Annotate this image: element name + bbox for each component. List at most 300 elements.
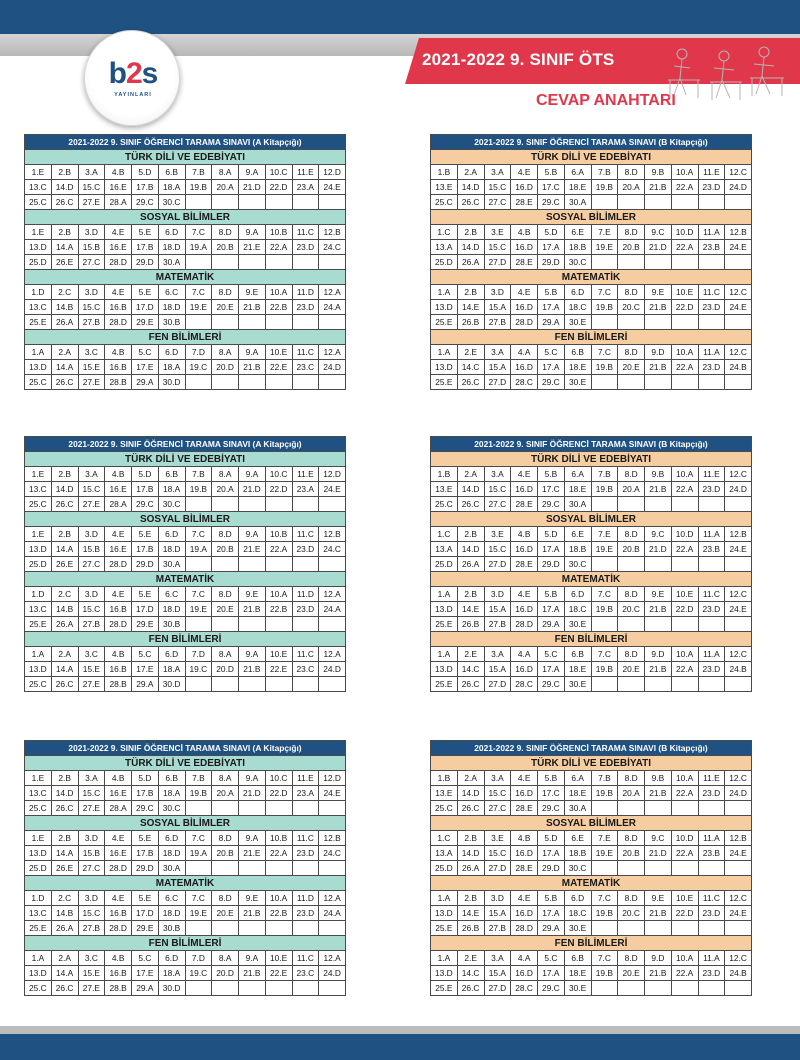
answer-cell: 4.B [511,225,538,240]
answer-cell: 14.B [51,602,78,617]
answer-row [431,677,752,692]
section-header: SOSYAL BİLİMLER [25,512,346,527]
answer-cell: 4.B [511,831,538,846]
answer-cell: 19.A [185,542,212,557]
answer-row [25,557,346,572]
answer-row [25,951,346,966]
answer-cell: 17.C [538,180,565,195]
answer-cell: 7.E [591,225,618,240]
answer-cell: 26.A [457,255,484,270]
answer-cell: 8.A [212,165,239,180]
answer-cell: 19.C [185,966,212,981]
answer-cell: 13.D [431,602,458,617]
answer-cell: 27.B [484,617,511,632]
footer-blue-band [0,1034,800,1060]
answer-cell: 23.A [292,180,319,195]
answer-cell: 3.D [78,527,105,542]
answer-cell: 28.E [511,195,538,210]
answer-cell: 24.A [319,906,346,921]
answer-cell: 25.E [431,677,458,692]
answer-row [431,662,752,677]
answer-cell: 14.D [457,482,484,497]
answer-cell: 5.D [538,225,565,240]
answer-cell: 27.C [78,557,105,572]
answer-cell: 21.B [645,966,672,981]
answer-cell: 25.D [431,557,458,572]
answer-cell: 6.D [158,527,185,542]
answer-cell: 29.C [132,801,159,816]
answer-cell: 5.D [132,165,159,180]
answer-cell: 24.D [319,360,346,375]
answer-cell: 19.B [185,482,212,497]
answer-cell: 19.E [185,602,212,617]
answer-cell: 16.D [511,360,538,375]
answer-cell: 25.E [431,617,458,632]
section-header: MATEMATİK [25,572,346,587]
answer-cell [239,677,266,692]
answer-cell: 25.C [431,195,458,210]
answer-cell: 4.B [105,345,132,360]
answer-cell: 21.D [239,786,266,801]
answer-cell [212,557,239,572]
answer-cell: 4.B [105,165,132,180]
answer-cell: 19.E [591,846,618,861]
answer-cell: 8.D [618,527,645,542]
answer-cell [185,315,212,330]
answer-cell: 23.D [292,300,319,315]
section-header: FEN BİLİMLERİ [431,330,752,345]
section-header: TÜRK DİLİ VE EDEBİYATI [25,150,346,165]
answer-cell: 20.E [618,662,645,677]
answer-cell: 11.A [698,831,725,846]
answer-cell: 16.B [105,360,132,375]
answer-cell: 19.B [185,180,212,195]
answer-cell [618,315,645,330]
answer-cell: 1.C [431,831,458,846]
answer-cell: 9.A [239,467,266,482]
answer-cell [698,557,725,572]
answer-cell: 2.E [457,951,484,966]
answer-cell: 14.C [457,966,484,981]
answer-cell: 8.D [618,165,645,180]
answer-cell: 22.E [265,662,292,677]
answer-cell: 18.A [158,966,185,981]
answer-cell: 28.C [511,677,538,692]
answer-cell [212,497,239,512]
answer-cell [698,315,725,330]
answer-cell: 26.A [51,617,78,632]
answer-cell: 27.D [484,981,511,996]
answer-cell: 17.A [538,602,565,617]
answer-cell: 20.B [212,240,239,255]
answer-cell: 11.C [292,831,319,846]
answer-cell: 24.A [319,602,346,617]
section-header: MATEMATİK [431,876,752,891]
answer-key-table [24,436,346,692]
answer-cell: 21.D [645,846,672,861]
answer-cell: 10.B [265,225,292,240]
answer-cell: 21.B [645,906,672,921]
answer-row [431,375,752,390]
answer-cell: 9.E [645,891,672,906]
answer-cell: 28.B [105,981,132,996]
answer-cell: 21.B [645,482,672,497]
answer-cell: 6.D [158,647,185,662]
answer-cell: 17.E [132,360,159,375]
answer-cell: 19.E [591,240,618,255]
answer-cell: 12.C [725,951,752,966]
answer-cell: 2.B [51,467,78,482]
answer-cell: 29.C [132,497,159,512]
answer-cell [265,861,292,876]
answer-cell: 27.D [484,375,511,390]
answer-cell: 21.B [645,300,672,315]
answer-cell [239,801,266,816]
answer-cell: 29.E [132,617,159,632]
answer-cell: 24.D [319,966,346,981]
answer-cell [671,255,698,270]
answer-cell [265,677,292,692]
answer-cell: 22.D [265,180,292,195]
answer-cell: 5.C [132,345,159,360]
answer-cell: 11.D [292,587,319,602]
answer-cell: 23.D [292,602,319,617]
answer-cell [618,861,645,876]
answer-cell: 2.B [51,831,78,846]
answer-cell: 22.A [265,240,292,255]
answer-cell [239,375,266,390]
answer-cell: 29.E [132,921,159,936]
answer-cell: 21.D [239,180,266,195]
answer-row [431,527,752,542]
answer-cell [239,557,266,572]
answer-cell: 11.C [292,225,319,240]
answer-cell: 24.A [319,300,346,315]
answer-row [25,602,346,617]
answer-cell: 10.C [265,771,292,786]
answer-cell: 6.B [564,647,591,662]
answer-cell: 10.D [671,225,698,240]
answer-cell: 12.D [319,467,346,482]
answer-cell: 6.D [158,951,185,966]
logo-letter-b: b [108,57,126,90]
answer-cell: 17.B [132,180,159,195]
answer-cell [698,375,725,390]
answer-cell: 21.B [645,360,672,375]
answer-cell: 24.D [725,786,752,801]
answer-row [431,771,752,786]
answer-row [431,497,752,512]
answer-cell: 22.D [671,906,698,921]
answer-cell [239,921,266,936]
answer-cell: 13.C [25,300,52,315]
answer-cell: 25.C [25,677,52,692]
answer-cell: 21.B [239,662,266,677]
answer-row [25,617,346,632]
answer-cell: 21.B [239,966,266,981]
answer-cell: 19.B [591,300,618,315]
answer-row [25,375,346,390]
answer-cell: 13.A [431,240,458,255]
answer-cell: 20.C [618,300,645,315]
answer-cell: 30.D [158,677,185,692]
answer-cell: 14.A [51,662,78,677]
answer-cell: 9.A [239,527,266,542]
answer-row [431,240,752,255]
answer-cell: 13.D [431,300,458,315]
answer-cell [265,617,292,632]
answer-cell [618,557,645,572]
answer-row [25,300,346,315]
answer-cell: 13.D [431,662,458,677]
answer-cell: 6.A [564,771,591,786]
answer-cell: 20.B [618,542,645,557]
answer-cell: 6.C [158,891,185,906]
answer-cell: 10.E [671,285,698,300]
answer-cell [212,315,239,330]
answer-cell: 10.A [671,467,698,482]
section-header: FEN BİLİMLERİ [25,330,346,345]
answer-cell: 23.D [698,602,725,617]
answer-cell: 3.D [484,587,511,602]
answer-cell: 2.B [457,225,484,240]
answer-cell: 30.E [564,677,591,692]
answer-cell: 5.C [538,647,565,662]
answer-cell: 23.D [698,906,725,921]
answer-cell: 8.D [618,345,645,360]
answer-cell: 17.A [538,542,565,557]
answer-cell: 10.A [671,345,698,360]
answer-cell [698,861,725,876]
answer-cell: 16.E [105,786,132,801]
answer-cell: 13.D [431,360,458,375]
answer-cell: 8.D [212,587,239,602]
answer-cell: 25.E [25,315,52,330]
answer-cell [725,497,752,512]
answer-cell: 12.B [319,527,346,542]
answer-cell: 7.B [591,165,618,180]
answer-row [25,285,346,300]
answer-cell: 16.D [511,300,538,315]
section-header: SOSYAL BİLİMLER [431,816,752,831]
answer-cell: 30.E [564,981,591,996]
answer-row [431,467,752,482]
answer-cell: 30.E [564,617,591,632]
answer-cell: 14.B [51,300,78,315]
answer-cell: 29.A [132,677,159,692]
answer-cell [698,921,725,936]
answer-cell [292,921,319,936]
section-header: SOSYAL BİLİMLER [25,816,346,831]
answer-cell: 18.E [564,482,591,497]
answer-row [25,315,346,330]
answer-cell: 21.B [645,602,672,617]
answer-cell: 4.E [511,165,538,180]
answer-cell [212,375,239,390]
answer-cell [292,497,319,512]
answer-key-table [430,134,752,390]
answer-cell: 6.D [158,345,185,360]
answer-cell [319,315,346,330]
answer-cell: 13.C [25,482,52,497]
answer-row [431,180,752,195]
answer-cell: 20.D [212,360,239,375]
answer-cell: 21.B [239,300,266,315]
answer-cell: 28.A [105,195,132,210]
answer-cell: 22.D [671,300,698,315]
answer-cell: 10.A [671,951,698,966]
answer-cell: 12.B [725,225,752,240]
answer-cell: 12.C [725,771,752,786]
answer-cell: 11.E [698,771,725,786]
answer-cell: 23.A [292,482,319,497]
answer-cell: 1.E [25,831,52,846]
answer-cell: 28.D [511,921,538,936]
answer-cell: 6.E [564,527,591,542]
answer-cell: 23.C [292,662,319,677]
answer-cell: 16.B [105,906,132,921]
answer-cell [265,195,292,210]
answer-cell: 11.E [698,165,725,180]
answer-cell: 30.B [158,617,185,632]
section-header: SOSYAL BİLİMLER [431,512,752,527]
answer-cell: 18.D [158,300,185,315]
answer-cell: 21.B [645,786,672,801]
answer-cell: 20.E [618,966,645,981]
answer-cell [212,255,239,270]
answer-cell: 24.E [725,240,752,255]
answer-cell: 23.D [698,482,725,497]
answer-cell: 15.E [78,966,105,981]
answer-cell: 3.D [78,891,105,906]
section-header: TÜRK DİLİ VE EDEBİYATI [25,452,346,467]
answer-row [431,345,752,360]
answer-cell: 28.D [105,315,132,330]
students-sketch-icon [660,40,790,120]
answer-cell: 24.E [725,300,752,315]
answer-cell: 12.D [319,771,346,786]
answer-cell: 23.D [698,300,725,315]
answer-cell: 10.E [671,891,698,906]
answer-cell: 15.E [78,662,105,677]
answer-cell: 28.C [511,375,538,390]
answer-cell: 19.B [591,906,618,921]
answer-cell: 4.E [511,891,538,906]
answer-cell: 30.B [158,921,185,936]
answer-cell: 25.C [25,497,52,512]
answer-cell: 6.D [158,225,185,240]
answer-cell: 16.E [105,482,132,497]
section-header: FEN BİLİMLERİ [25,936,346,951]
answer-cell: 7.C [591,647,618,662]
answer-cell: 25.E [25,921,52,936]
section-header: FEN BİLİMLERİ [431,632,752,647]
answer-cell: 19.B [591,786,618,801]
answer-key-table [430,740,752,996]
answer-cell: 24.B [725,662,752,677]
answer-cell: 28.D [105,861,132,876]
answer-cell: 15.C [484,542,511,557]
answer-cell: 21.D [645,240,672,255]
answer-cell: 14.A [51,240,78,255]
answer-cell: 22.A [671,360,698,375]
answer-cell [239,497,266,512]
answer-cell: 29.A [132,375,159,390]
answer-row [25,801,346,816]
answer-row [25,587,346,602]
answer-cell: 16.B [105,662,132,677]
answer-cell: 14.D [457,180,484,195]
logo-letter-2: 2 [125,57,142,90]
answer-cell: 3.D [78,225,105,240]
answer-cell: 21.B [239,906,266,921]
answer-row [431,906,752,921]
answer-cell: 18.D [158,602,185,617]
answer-cell: 6.D [158,831,185,846]
answer-cell: 25.E [431,921,458,936]
answer-cell [591,557,618,572]
answer-row [25,906,346,921]
answer-cell: 2.A [51,951,78,966]
answer-cell: 13.A [431,846,458,861]
answer-row [431,921,752,936]
answer-cell: 3.A [484,345,511,360]
answer-cell: 6.B [158,467,185,482]
answer-cell [618,255,645,270]
answer-cell: 10.A [671,165,698,180]
answer-cell: 1.A [431,647,458,662]
answer-cell [725,195,752,210]
answer-cell: 22.A [671,240,698,255]
answer-cell: 13.E [431,180,458,195]
answer-cell [645,981,672,996]
answer-cell: 12.C [725,285,752,300]
answer-cell: 22.A [671,482,698,497]
answer-cell: 14.D [457,786,484,801]
answer-cell: 5.E [132,527,159,542]
answer-cell: 19.E [185,906,212,921]
answer-cell: 11.D [292,891,319,906]
answer-cell: 9.A [239,647,266,662]
answer-cell: 7.B [185,165,212,180]
answer-cell: 12.C [725,467,752,482]
answer-cell: 19.B [591,662,618,677]
answer-cell: 13.E [431,786,458,801]
answer-row [431,786,752,801]
answer-cell: 26.C [457,195,484,210]
answer-cell: 20.E [212,602,239,617]
answer-cell: 29.C [538,677,565,692]
answer-cell: 4.A [511,647,538,662]
answer-cell: 17.A [538,846,565,861]
answer-cell [319,375,346,390]
answer-cell: 30.E [564,315,591,330]
answer-cell: 14.A [51,360,78,375]
answer-cell: 10.C [265,467,292,482]
answer-cell: 8.D [618,225,645,240]
answer-cell [591,617,618,632]
answer-cell: 15.C [78,906,105,921]
answer-cell: 9.A [239,165,266,180]
answer-cell: 10.A [265,587,292,602]
answer-cell: 17.D [132,300,159,315]
answer-cell: 6.A [564,165,591,180]
answer-cell: 2.C [51,285,78,300]
answer-cell: 16.D [511,602,538,617]
answer-cell [618,677,645,692]
answer-cell [618,497,645,512]
answer-cell: 20.B [212,846,239,861]
